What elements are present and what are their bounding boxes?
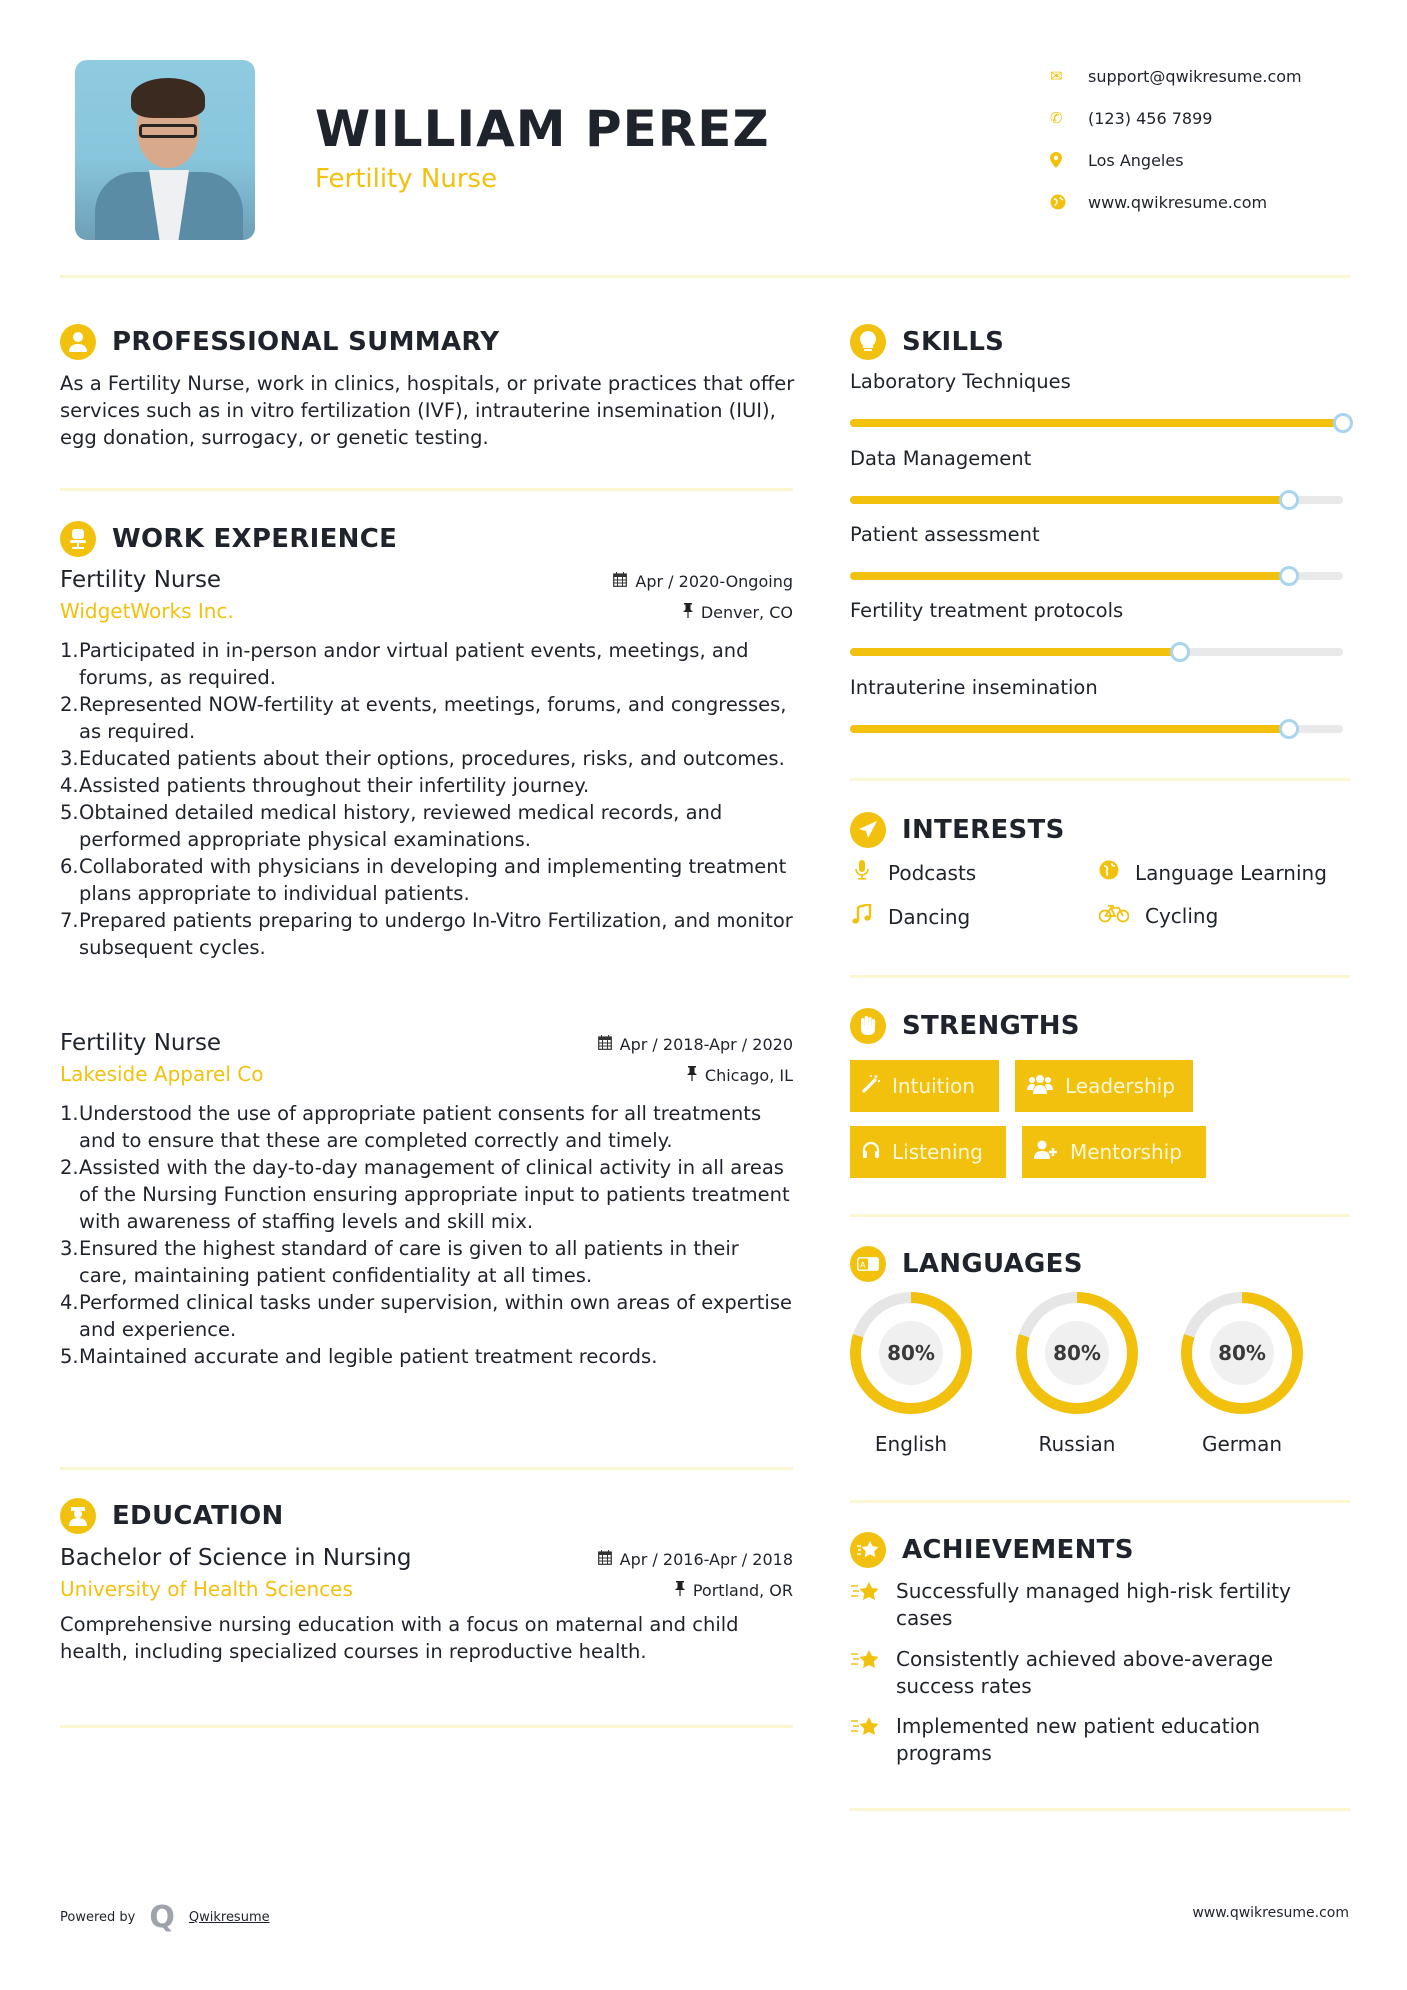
job-title: Fertility Nurse	[60, 567, 222, 593]
globe-icon	[1097, 860, 1121, 885]
summary-text: As a Fertility Nurse, work in clinics, hospitals, or private practices that offer services such as in vitro fertilization (IVF), intrauterine insemination (IUI), egg donation, surrogacy, or genetic testing.	[60, 372, 795, 449]
bullet-item: 7. Prepared patients preparing to undergo In-Vitro Fertilization, and monitor subsequent cycles.	[60, 909, 793, 959]
achievement-item: Implemented new patient education programs	[850, 1713, 1330, 1767]
section-divider	[60, 488, 793, 491]
job-entry	[60, 1030, 793, 1370]
star-icon	[850, 1646, 896, 1700]
website-text: www.qwikresume.com	[1088, 192, 1268, 212]
language-progress-ring: 80%	[1181, 1292, 1303, 1414]
calendar-icon	[598, 1035, 612, 1054]
phone-icon: ✆	[1050, 109, 1063, 127]
language-item: 80% Russian	[1015, 1292, 1139, 1456]
interest-item: Dancing	[850, 904, 970, 929]
bicycle-icon	[1097, 905, 1131, 928]
skills-heading: SKILLS	[850, 324, 1004, 360]
skill-item: Intrauterine insemination	[850, 676, 1350, 733]
slider-knob	[1279, 490, 1299, 510]
lightbulb-icon	[850, 324, 886, 360]
magic-wand-icon	[862, 1075, 880, 1098]
strength-badge: Leadership	[1015, 1060, 1193, 1112]
interest-item: Podcasts	[850, 860, 976, 885]
star-icon	[850, 1713, 896, 1767]
skill-item: Data Management	[850, 447, 1350, 504]
header-divider	[60, 275, 1350, 278]
location-text: Los Angeles	[1088, 150, 1184, 170]
interests-heading: INTERESTS	[850, 812, 1065, 848]
bullet-item: 2. Represented NOW-fertility at events, meetings, forums, and congresses, as required.	[60, 693, 787, 743]
section-divider	[60, 1467, 793, 1470]
footer-powered-by: Powered by Q Qwikresume	[60, 1900, 270, 1935]
strength-badge: Listening	[850, 1126, 1006, 1178]
section-divider	[850, 1214, 1350, 1217]
user-plus-icon	[1034, 1140, 1058, 1165]
achievements-heading: ACHIEVEMENTS	[850, 1532, 1134, 1568]
language-progress-ring: 80%	[850, 1292, 972, 1414]
bullet-item: 6. Collaborated with physicians in developing and implementing treatment plans appropriate to individual patients.	[60, 855, 787, 905]
skill-item: Fertility treatment protocols	[850, 599, 1350, 656]
bullet-item: 4. Assisted patients throughout their infertility journey.	[60, 774, 590, 797]
bullet-item: 3. Ensured the highest standard of care is given to all patients in their care, maintaining patient confidentiality at all times.	[60, 1237, 739, 1287]
star-burst-icon	[850, 1532, 886, 1568]
bullet-item: 4. Performed clinical tasks under supervision, within own areas of expertise and experience.	[60, 1291, 793, 1341]
contact-list	[1050, 55, 1302, 223]
languages-heading: A LANGUAGES	[850, 1246, 1083, 1282]
contact-location	[1050, 139, 1302, 181]
calendar-icon	[598, 1550, 612, 1569]
pushpin-icon	[683, 603, 693, 622]
job-dates: Apr / 2020-Ongoing	[613, 572, 793, 591]
contact-website[interactable]	[1050, 181, 1302, 223]
interest-item: Cycling	[1097, 904, 1218, 928]
education-entry	[60, 1545, 793, 1665]
skill-level-bar	[850, 572, 1343, 580]
job-location: Chicago, IL	[687, 1066, 793, 1085]
paper-plane-icon	[850, 812, 886, 848]
education-heading: EDUCATION	[60, 1498, 284, 1534]
bullet-item: 3. Educated patients about their options, procedures, risks, and outcomes.	[60, 747, 785, 770]
office-chair-icon	[60, 521, 96, 557]
bullet-item: 5. Maintained accurate and legible patient treatment records.	[60, 1345, 658, 1368]
education-dates: Apr / 2016-Apr / 2018	[598, 1550, 793, 1569]
bullet-item: 1. Participated in in-person andor virtual patient events, meetings, and forums, as required.	[60, 639, 749, 689]
slider-knob	[1279, 566, 1299, 586]
group-icon	[1027, 1074, 1053, 1099]
language-item: 80% English	[849, 1292, 973, 1456]
strength-badge: Mentorship	[1022, 1126, 1206, 1178]
section-divider	[850, 778, 1350, 781]
slider-knob	[1333, 413, 1353, 433]
globe-icon	[1050, 194, 1088, 210]
skill-item: Patient assessment	[850, 523, 1350, 580]
section-divider	[60, 1725, 793, 1728]
education-description: Comprehensive nursing education with a focus on maternal and child health, including specialized courses in reproductive health.	[60, 1613, 739, 1663]
footer-website-link[interactable]: www.qwikresume.com	[1192, 1905, 1349, 1921]
skill-level-bar	[850, 725, 1343, 733]
section-divider	[850, 1808, 1350, 1811]
envelope-icon: ✉	[1050, 67, 1063, 85]
qwikresume-link[interactable]: Qwikresume	[188, 1910, 270, 1925]
svg-text:A: A	[860, 1260, 866, 1270]
calendar-icon	[613, 572, 627, 591]
raised-fist-icon	[850, 1008, 886, 1044]
skill-level-bar	[850, 496, 1343, 504]
achievement-item: Successfully managed high-risk fertility cases	[850, 1578, 1330, 1632]
slider-knob	[1279, 719, 1299, 739]
school: University of Health Sciences	[60, 1577, 353, 1601]
job-company: Lakeside Apparel Co	[60, 1062, 264, 1086]
candidate-name: WILLIAM PEREZ	[315, 100, 770, 158]
pushpin-icon	[675, 1581, 685, 1600]
slider-knob	[1170, 642, 1190, 662]
experience-heading: WORK EXPERIENCE	[60, 521, 397, 557]
summary-heading: PROFESSIONAL SUMMARY	[60, 324, 499, 360]
job-company: WidgetWorks Inc.	[60, 599, 234, 623]
microphone-icon	[850, 860, 874, 885]
location-pin-icon	[1050, 152, 1088, 168]
contact-email[interactable]	[1050, 55, 1302, 97]
contact-phone[interactable]	[1050, 97, 1302, 139]
section-divider	[850, 1500, 1350, 1503]
translate-icon	[850, 1246, 886, 1282]
job-location: Denver, CO	[683, 603, 793, 622]
bullet-item: 1. Understood the use of appropriate patient consents for all treatments and to ensure that these are completed correctly and timely.	[60, 1102, 762, 1152]
pushpin-icon	[687, 1066, 697, 1085]
interest-item: Language Learning	[1097, 860, 1327, 885]
strengths-heading: STRENGTHS	[850, 1008, 1080, 1044]
graduate-icon	[60, 1498, 96, 1534]
job-bullets	[60, 1100, 793, 1370]
section-divider	[850, 975, 1350, 978]
music-note-icon	[850, 904, 874, 929]
strength-badge: Intuition	[850, 1060, 999, 1112]
bullet-item: 2. Assisted with the day-to-day management of clinical activity in all areas of the Nursing Function ensuring appropriate input to patients treatment with awareness of staffing levels and skill mix.	[60, 1156, 790, 1233]
phone-text: (123) 456 7899	[1088, 108, 1213, 128]
skill-level-bar	[850, 419, 1343, 427]
qwikresume-logo-icon: Q	[149, 1900, 175, 1935]
email-text: support@qwikresume.com	[1088, 66, 1302, 86]
job-entry	[60, 567, 793, 961]
job-bullets	[60, 637, 793, 961]
skill-item: Laboratory Techniques	[850, 370, 1350, 427]
skill-level-bar	[850, 648, 1343, 656]
bullet-item: 5. Obtained detailed medical history, reviewed medical records, and performed appropriate physical examinations.	[60, 801, 723, 851]
education-location: Portland, OR	[675, 1581, 793, 1600]
headphones-icon	[862, 1141, 880, 1164]
profile-photo	[75, 60, 255, 240]
language-item: 80% German	[1180, 1292, 1304, 1456]
job-title: Fertility Nurse	[60, 1030, 222, 1056]
job-dates: Apr / 2018-Apr / 2020	[598, 1035, 793, 1054]
achievement-item: Consistently achieved above-average success rates	[850, 1646, 1330, 1700]
candidate-title: Fertility Nurse	[315, 164, 498, 194]
star-icon	[850, 1578, 896, 1632]
language-progress-ring: 80%	[1016, 1292, 1138, 1414]
user-icon	[60, 324, 96, 360]
degree: Bachelor of Science in Nursing	[60, 1545, 412, 1571]
